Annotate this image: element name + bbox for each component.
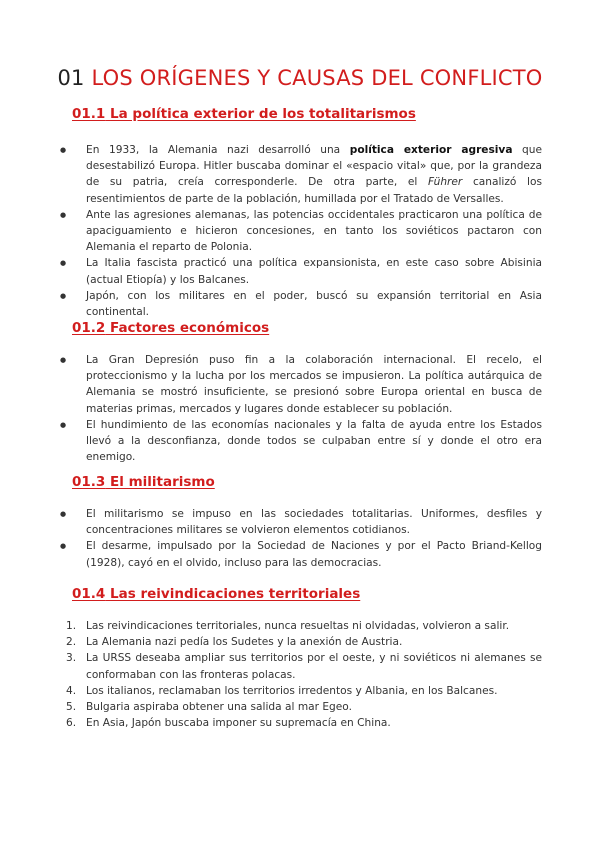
page-title	[0, 66, 600, 90]
section-heading	[72, 320, 542, 336]
text-run: canalizó los resentimientos de parte de la población, humillada por el Tratado de Versalles.	[86, 176, 542, 205]
bullet-item	[72, 255, 542, 287]
title-number: 01	[57, 66, 85, 90]
bold-text: política exterior agresiva	[349, 144, 513, 156]
bullet-list	[72, 352, 542, 465]
section-4	[66, 586, 542, 731]
numbered-item: 4. Los italianos, reclamaban los territorios irredentos y Albania, en los Balcanes.	[66, 684, 498, 697]
section-3	[72, 474, 542, 571]
text-run: La Italia fascista practicó una política expansionista, en este caso sobre Abisinia (actual Etiopía) y los Balcanes.	[86, 257, 542, 286]
italic-text: Führer	[427, 176, 463, 189]
title-text: LOS ORÍGENES Y CAUSAS DEL CONFLICTO	[91, 66, 543, 90]
bullet-item	[72, 288, 542, 320]
section-title: Las reivindicaciones territoriales	[110, 586, 361, 602]
numbered-list	[66, 618, 542, 731]
section-number: 01.3	[72, 474, 106, 490]
numbered-item: 3. La URSS deseaba ampliar sus territorios por el oeste, y ni soviéticos ni alemanes se conformaban con las fronteras polacas.	[66, 652, 542, 681]
bullet-list	[72, 506, 542, 571]
section-number: 01.2	[72, 320, 106, 336]
section-title: La política exterior de los totalitarismos	[110, 106, 416, 122]
section-title: Factores económicos	[110, 320, 270, 336]
numbered-item: 2. La Alemania nazi pedía los Sudetes y la anexión de Austria.	[66, 636, 403, 649]
numbered-item: 1. Las reivindicaciones territoriales, nunca resueltas ni olvidadas, volvieron a salir.	[66, 620, 510, 632]
bullet-item	[72, 352, 542, 417]
text-run: que desestabilizó Europa. Hitler buscaba dominar el «espacio vital» que, por la grandeza de su patria, creía corresponderle. De otra parte, el	[86, 144, 543, 189]
text-run: El hundimiento de las economías nacionales y la falta de ayuda entre los Estados llevó a la desconfianza, donde todos se culpaban entre sí y donde el otro era enemigo.	[86, 418, 542, 464]
text-run: El militarismo se impuso en las sociedades totalitarias. Uniformes, desfiles y concentraciones militares se volvieron elementos cotidianos.	[86, 508, 542, 537]
bullet-item	[72, 142, 542, 207]
bullet-list	[72, 142, 542, 320]
text-run: Japón, con los militares en el poder, buscó su expansión territorial en Asia continental.	[86, 289, 542, 319]
text-run: La Gran Depresión puso fin a la colaboración internacional. El recelo, el proteccionismo y la lucha por los mercados se impusieron. La política autárquica de Alemania se mostró insuficiente, se presionó sobre Europa oriental en busca de materias primas, mercados y lugares donde establecer su población.	[86, 354, 542, 415]
section-heading	[72, 106, 542, 122]
section-2	[72, 320, 542, 465]
text-run: El desarme, impulsado por la Sociedad de Naciones y por el Pacto Briand-Kellog (1928), cayó en el olvido, incluso para las democracias.	[86, 540, 542, 569]
bullet-item	[72, 538, 542, 570]
bullet-item	[72, 417, 542, 466]
section-heading	[72, 586, 542, 602]
section-1	[72, 106, 542, 320]
section-heading	[72, 474, 542, 490]
bullet-item	[72, 207, 542, 256]
numbered-item: 5. Bulgaria aspiraba obtener una salida al mar Egeo.	[66, 701, 352, 714]
text-run: En 1933, la Alemania nazi desarrolló una	[86, 144, 350, 156]
text-run: Ante las agresiones alemanas, las potencias occidentales practicaron una política de apaciguamiento e hicieron concesiones, en tanto los soviéticos pactaron con Alemania el reparto de Polonia.	[86, 208, 542, 254]
section-number: 01.4	[72, 586, 106, 602]
numbered-item: 6. En Asia, Japón buscaba imponer su supremacía en China.	[66, 717, 391, 730]
bullet-item	[72, 506, 542, 538]
section-number: 01.1	[72, 106, 106, 122]
section-title: El militarismo	[110, 474, 215, 490]
